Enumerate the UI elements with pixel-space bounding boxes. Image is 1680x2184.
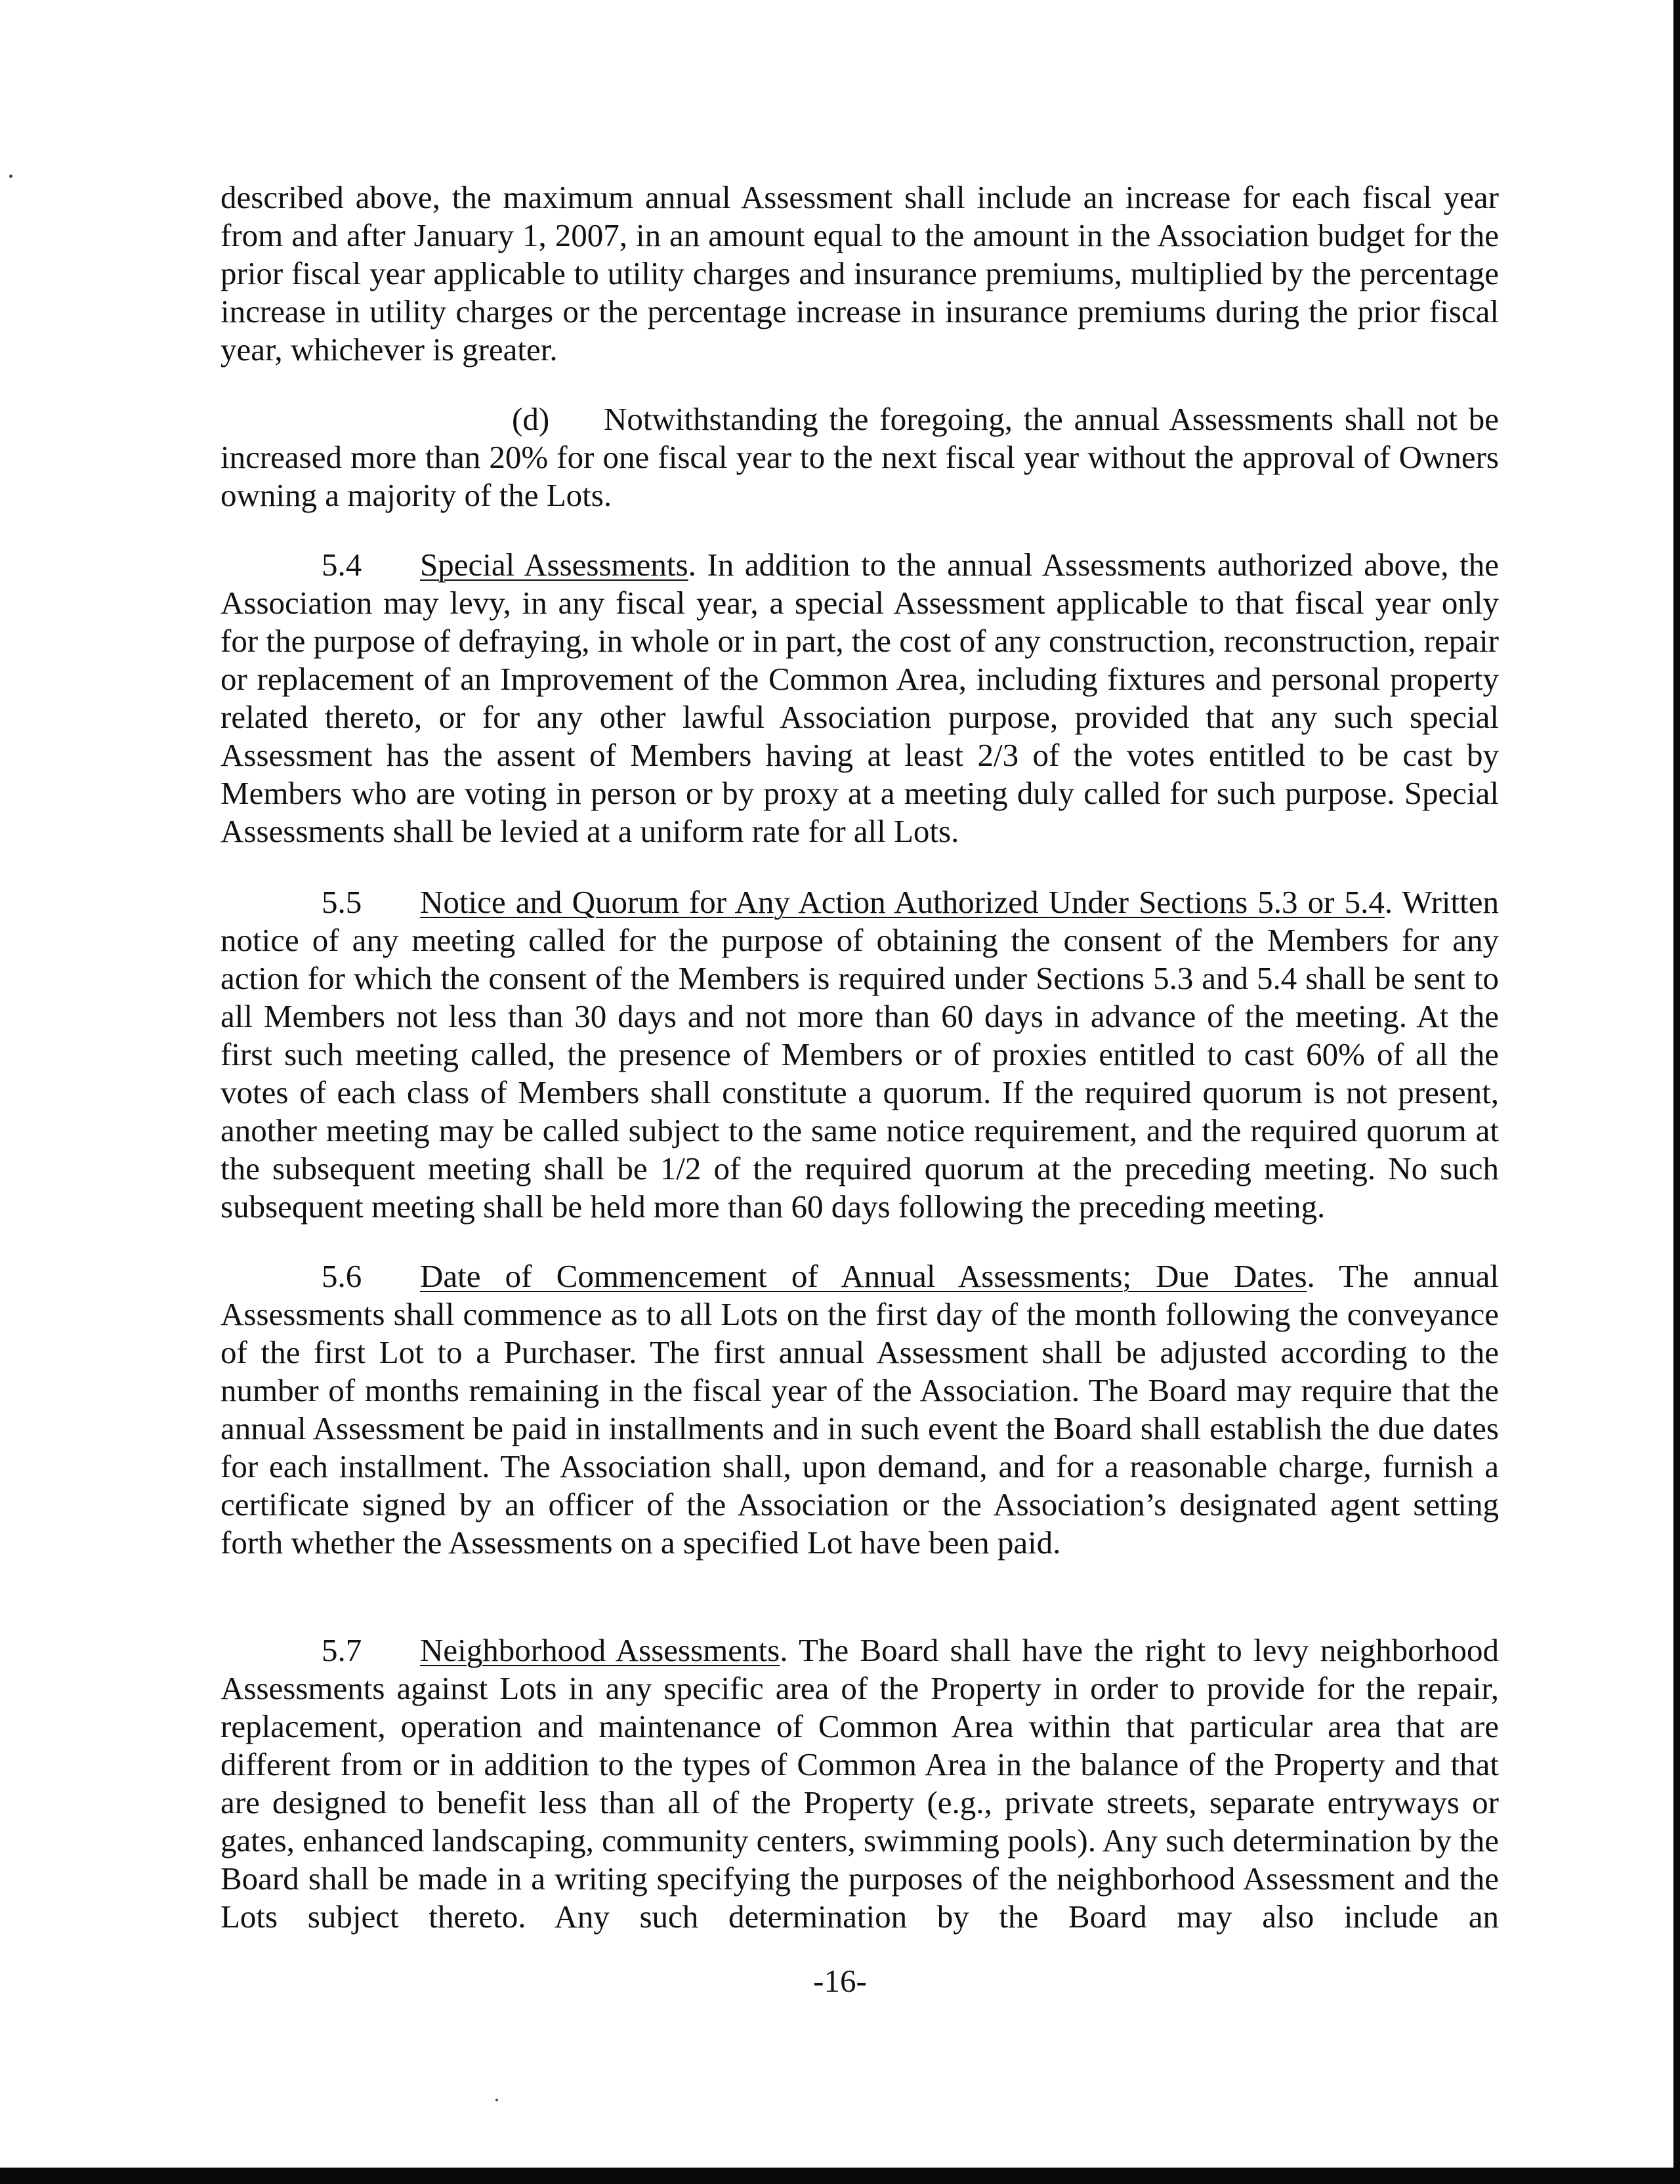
section-number: 5.4 [322, 547, 362, 583]
section-number: 5.7 [322, 1632, 362, 1668]
section-text: . Written notice of any meeting called for the purpose of obtaining the consent of the Members for any action for which the consent of the Members is required under Sections 5.3 and 5.4 shall be sent to all Members not less than 30 days and not more than 60 days in advance of the meeting. At the first such meeting called, the presence of Members or of proxies entitled to cast 60% of all the votes of each class of Members shall constitute a quorum. If the required quorum is not present, another meeting may be called subject to the same notice requirement, and the required quorum at the subsequent meeting shall be 1/2 of the required quorum at the preceding meeting. No such subsequent meeting shall be held more than 60 days following the preceding meeting. [220, 884, 1499, 1225]
paragraph-continuation [220, 178, 1499, 369]
section-5-5 [220, 883, 1499, 1226]
paragraph-continuation-text: described above, the maximum annual Assessment shall include an increase for each fiscal year from and after January 1, 2007, in an amount equal to the amount in the Association budget for the prior fiscal year applicable to utility charges and insurance premiums, multiplied by the percentage increase in utility charges or the percentage increase in insurance premiums during the prior fiscal year, whichever is greater. [220, 179, 1499, 368]
section-number: 5.6 [322, 1258, 362, 1294]
section-5-7 [220, 1631, 1499, 1936]
paragraph-d [220, 400, 1499, 514]
scan-border-bottom [0, 2168, 1680, 2184]
section-heading: Date of Commencement of Annual Assessments; Due Dates [420, 1258, 1307, 1294]
section-heading: Special Assessments [420, 547, 688, 583]
scan-speck [9, 175, 12, 178]
scan-speck [495, 2099, 498, 2101]
scan-border-right [1673, 0, 1680, 2184]
section-5-6 [220, 1257, 1499, 1562]
section-5-4 [220, 546, 1499, 850]
section-number: 5.5 [322, 884, 362, 920]
page-number: -16- [813, 1963, 867, 1999]
section-text: . The Board shall have the right to levy neighborhood Assessments against Lots in any specific area of the Property in order to provide for the repair, replacement, operation and maintenance of Common Area within that particular area that are different from or in addition to the types of Common Area in the balance of the Property and that are designed to benefit less than all of the Property (e.g., private streets, separate entryways or gates, enhanced landscaping, community centers, swimming pools). Any such determination by the Board shall be made in a writing specifying the purposes of the neighborhood Assessment and the Lots subject thereto. Any such determination by the Board may also include an [220, 1632, 1499, 1935]
section-heading: Neighborhood Assessments [420, 1632, 780, 1668]
section-text: . In addition to the annual Assessments authorized above, the Association may levy, in any fiscal year, a special Assessment applicable to that fiscal year only for the purpose of defraying, in whole or in part, the cost of any construction, reconstruction, repair or replacement of an Improvement of the Common Area, including fixtures and personal property related thereto, or for any other lawful Association purpose, provided that any such special Assessment has the assent of Members having at least 2/3 of the votes entitled to be cast by Members who are voting in person or by proxy at a meeting duly called for such purpose. Special Assessments shall be levied at a uniform rate for all Lots. [220, 547, 1499, 849]
section-heading: Notice and Quorum for Any Action Authorized Under Sections 5.3 or 5.4 [420, 884, 1385, 920]
section-text: . The annual Assessments shall commence as to all Lots on the first day of the month following the conveyance of the first Lot to a Purchaser. The first annual Assessment shall be adjusted according to the number of months remaining in the fiscal year of the Association. The Board may require that the annual Assessment be paid in installments and in such event the Board shall establish the due dates for each installment. The Association shall, upon demand, and for a reasonable charge, furnish a certificate signed by an officer of the Association or the Association’s designated agent setting forth whether the Assessments on a specified Lot have been paid. [220, 1258, 1500, 1561]
paragraph-d-text: Notwithstanding the foregoing, the annual Assessments shall not be increased more than 20% for one fiscal year to the next fiscal year without the approval of Owners owning a majority of the Lots. [220, 401, 1499, 513]
subsection-label: (d) [512, 401, 550, 437]
